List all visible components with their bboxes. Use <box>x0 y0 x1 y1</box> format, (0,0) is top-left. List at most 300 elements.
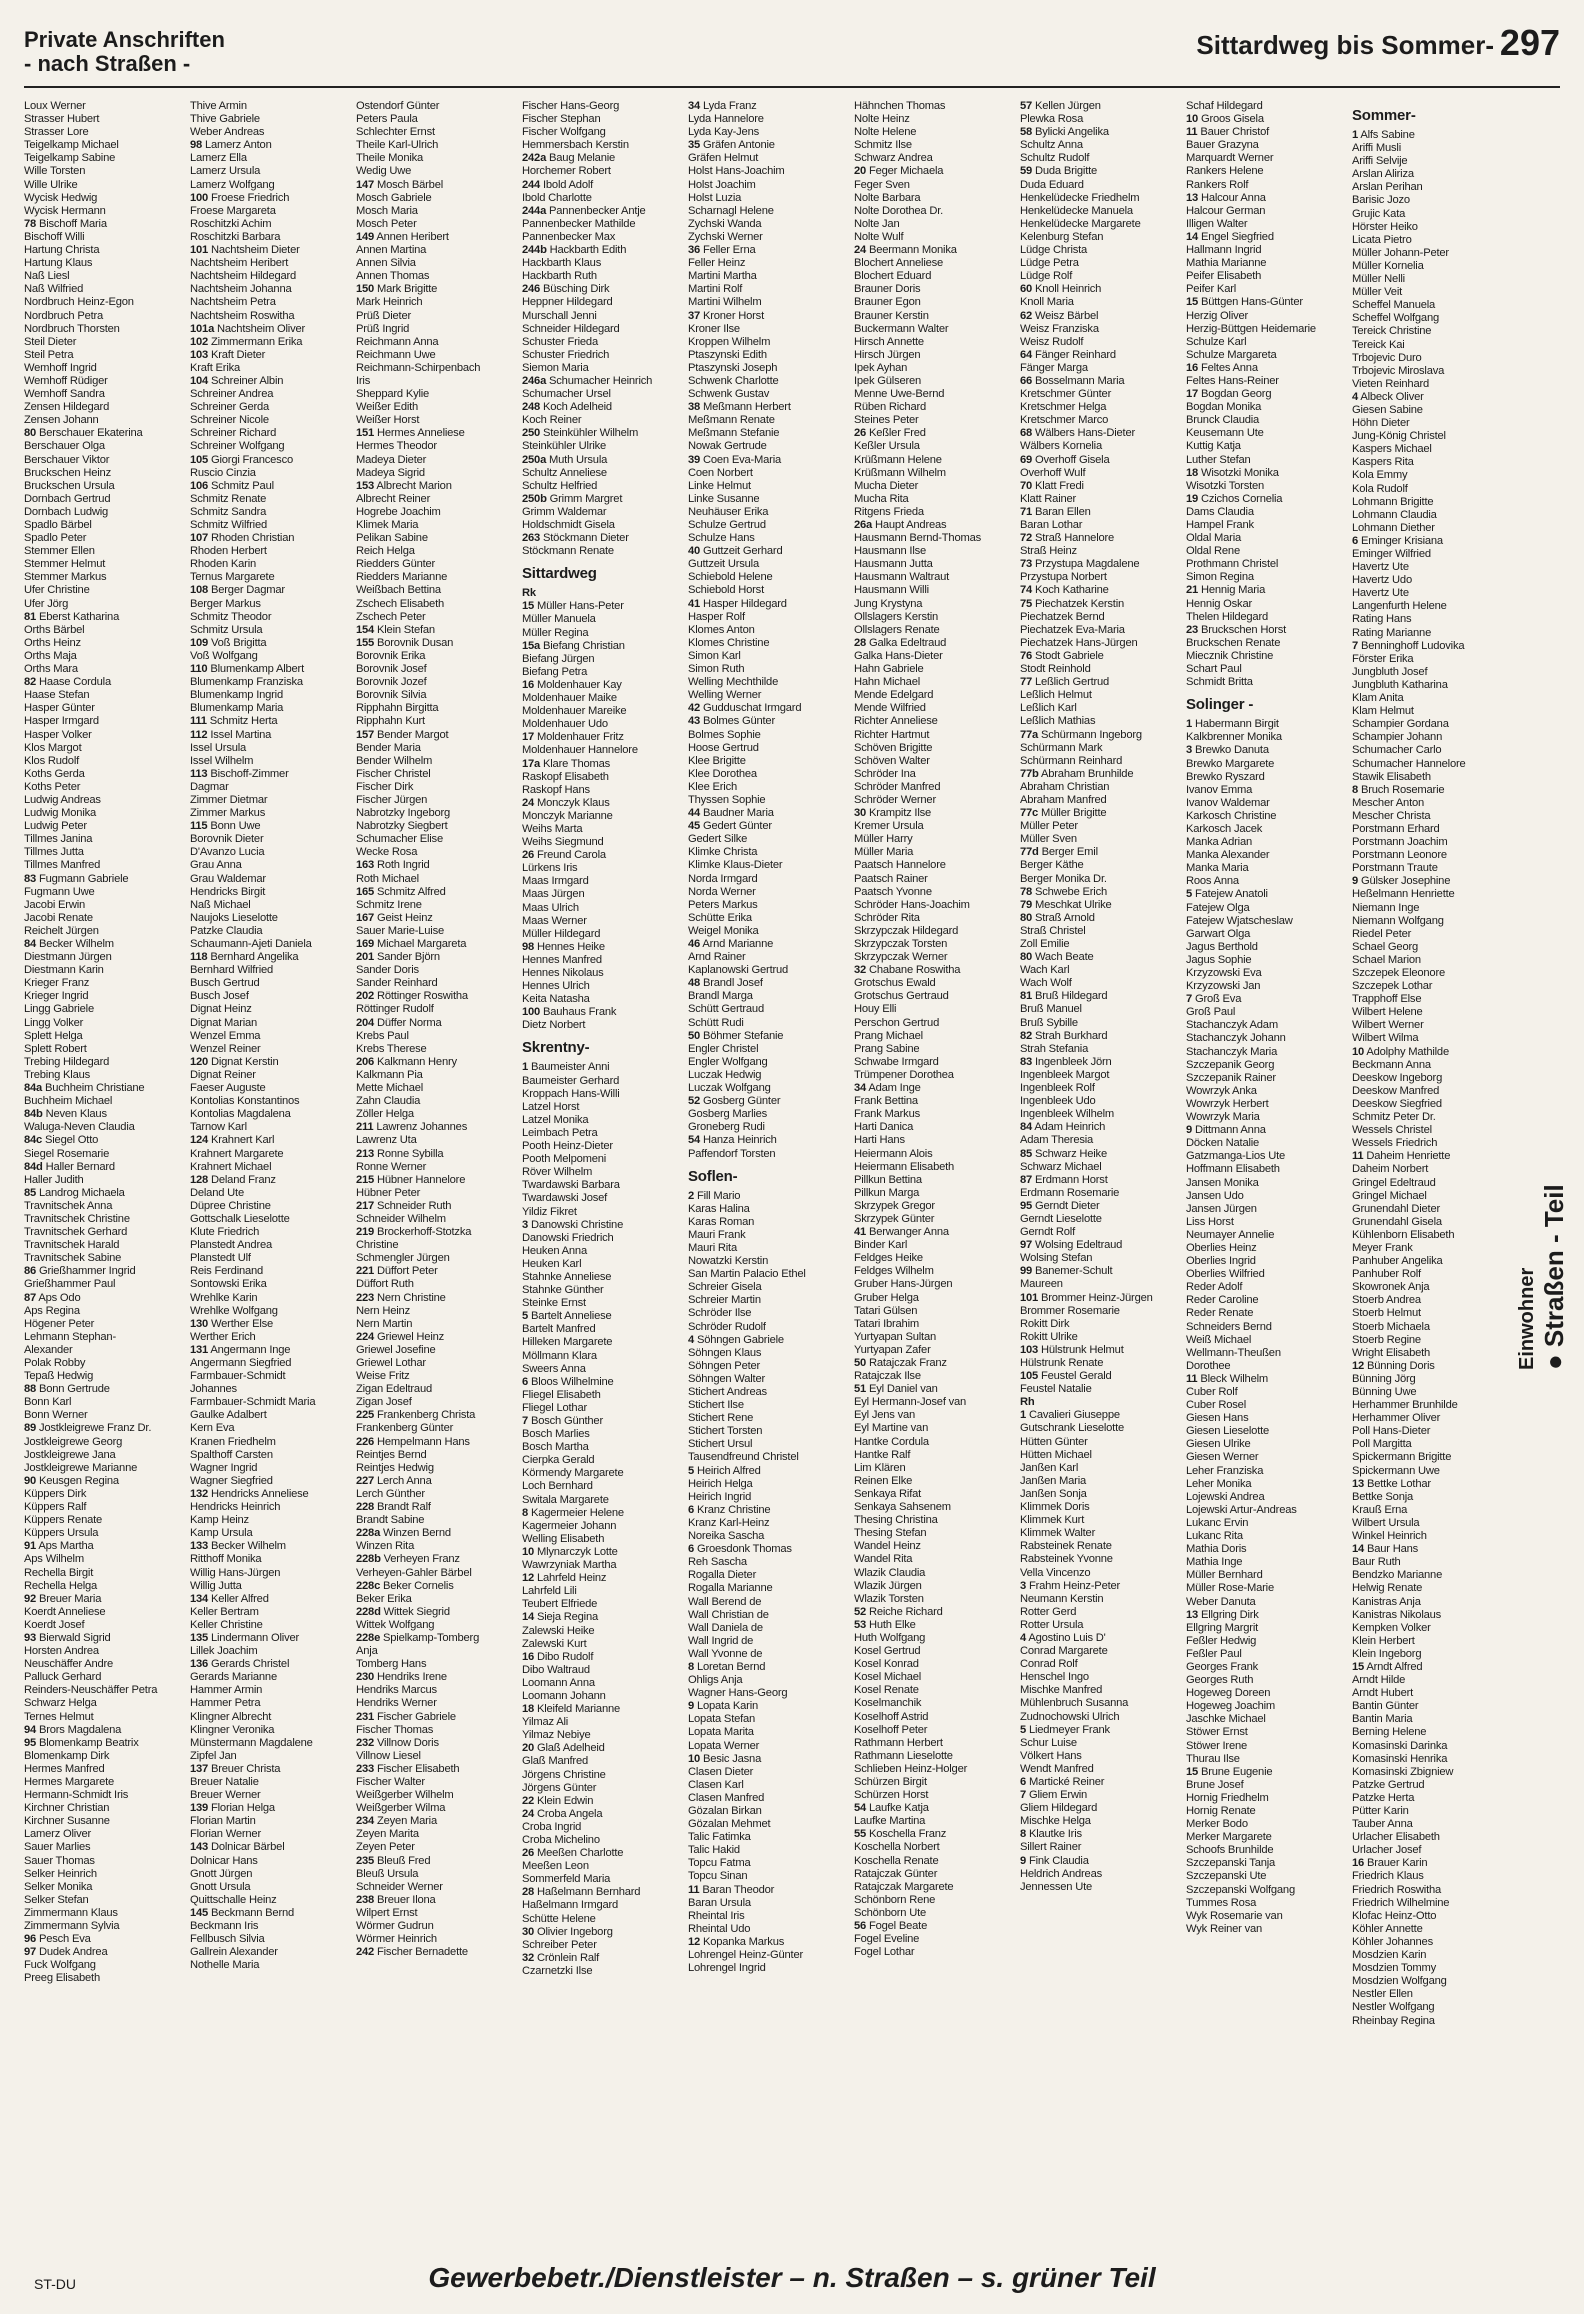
resident-name: Hendriks Marcus <box>356 1684 437 1697</box>
list-item <box>854 454 1012 467</box>
resident-name: Weisz Rudolf <box>1020 335 1084 348</box>
resident-name: Kraft Dieter <box>211 348 266 361</box>
resident-name: Arnd Marianne <box>702 938 774 950</box>
resident-name: Roschitzki Achim <box>190 217 272 230</box>
list-item <box>1186 179 1344 192</box>
resident-name: Banemer-Schult <box>1034 1265 1113 1278</box>
resident-name: Meeßen Leon <box>522 1860 589 1873</box>
resident-name: Rankers Helene <box>1186 165 1264 178</box>
resident-name: Groneberg Rudi <box>688 1121 765 1134</box>
resident-name: Bruß Manuel <box>1020 1003 1082 1016</box>
resident-name: Schreier Martin <box>688 1294 761 1307</box>
list-item <box>688 1425 846 1438</box>
list-item <box>1186 1870 1344 1883</box>
resident-name: Schumacher Hannelore <box>1352 757 1466 770</box>
list-item <box>24 349 182 362</box>
list-item <box>1020 1527 1178 1540</box>
resident-name: Bauer Christof <box>1200 126 1270 139</box>
resident-name: Jungbluth Katharina <box>1352 678 1448 691</box>
resident-name: Hempelmann Hans <box>377 1435 470 1448</box>
list-item <box>24 1750 182 1763</box>
list-item <box>24 886 182 899</box>
resident-name: Baran Ellen <box>1034 505 1091 518</box>
list-item <box>356 1383 514 1396</box>
resident-name: Kremer Ursula <box>854 820 924 833</box>
list-item <box>522 1860 680 1873</box>
resident-name: Orths Bärbel <box>24 623 85 636</box>
list-item <box>522 1350 680 1363</box>
list-item <box>24 1763 182 1776</box>
resident-name: Niemann Wolfgang <box>1352 914 1444 927</box>
resident-name: Palluck Gerhard <box>24 1671 102 1684</box>
list-item <box>190 231 348 244</box>
resident-name: Pütter Karin <box>1352 1805 1409 1817</box>
list-item <box>356 545 514 558</box>
list-item <box>1186 100 1344 113</box>
list-item <box>688 1622 846 1635</box>
resident-name: Wyk Rosemarie van <box>1186 1909 1283 1922</box>
list-item <box>688 1936 846 1949</box>
list-item <box>1020 1292 1178 1305</box>
list-item <box>1020 650 1178 663</box>
resident-name: Schumacher Carlo <box>1352 744 1442 757</box>
resident-name: Tereick Christine <box>1352 325 1432 338</box>
list-item <box>1186 1438 1344 1451</box>
house-number: 91 <box>24 1540 37 1553</box>
list-item <box>1352 993 1510 1006</box>
list-item <box>688 100 846 113</box>
resident-name: Brors Magdalena <box>38 1723 122 1736</box>
resident-name: Oldal Rene <box>1186 545 1240 558</box>
list-item <box>1186 467 1344 480</box>
resident-name: Stodt Gabriele <box>1034 649 1104 662</box>
resident-name: Paatsch Rainer <box>854 872 928 885</box>
list-item <box>190 1278 348 1291</box>
list-item <box>1186 283 1344 296</box>
resident-name: Selker Monika <box>24 1880 93 1893</box>
resident-name: Schütte Erika <box>688 911 752 924</box>
house-number: 154 <box>356 623 375 636</box>
resident-name: Zalewski Kurt <box>522 1637 587 1650</box>
list-item <box>24 1069 182 1082</box>
resident-name: Johannes <box>190 1383 237 1396</box>
resident-name: Thesing Stefan <box>854 1527 927 1540</box>
list-item <box>522 323 680 336</box>
resident-name: Fliegel Lothar <box>522 1401 587 1414</box>
resident-name: Fogel Lothar <box>854 1946 915 1959</box>
resident-name: Ellgring Dirk <box>1200 1608 1259 1621</box>
list-item <box>1352 286 1510 299</box>
list-item <box>522 1140 680 1153</box>
list-item <box>1186 349 1344 362</box>
resident-name: Lillek Joachim <box>190 1645 258 1658</box>
list-item <box>522 1886 680 1899</box>
list-item <box>688 1530 846 1543</box>
list-item <box>1186 336 1344 349</box>
resident-name: Schöven Brigitte <box>854 741 933 754</box>
resident-name: Helwig Renate <box>1352 1582 1423 1595</box>
list-item <box>854 794 1012 807</box>
house-number: 11 <box>1186 126 1198 139</box>
resident-name: Bylicki Angelika <box>1034 126 1109 139</box>
list-item <box>522 967 680 980</box>
list-item <box>356 755 514 768</box>
resident-name: Ronne Werner <box>356 1160 427 1173</box>
list-item <box>854 1815 1012 1828</box>
resident-name: Schneider Hildegard <box>522 322 620 335</box>
list-item <box>190 1003 348 1016</box>
resident-name: Straß Christel <box>1020 924 1086 937</box>
house-number: 7 <box>522 1415 529 1427</box>
resident-name: Urlacher Elisabeth <box>1352 1831 1440 1844</box>
list-item <box>356 1161 514 1174</box>
list-item <box>854 427 1012 440</box>
list-item <box>190 440 348 453</box>
house-number: 13 <box>1186 1608 1199 1621</box>
list-item <box>190 1174 348 1187</box>
list-item <box>190 702 348 715</box>
house-number: 80 <box>24 427 37 440</box>
list-item <box>522 836 680 849</box>
list-item <box>24 1292 182 1305</box>
resident-name: Travnitschek Harald <box>24 1239 120 1252</box>
resident-name: Müller Hildegard <box>522 927 601 940</box>
resident-name: Hemmersbach Kerstin <box>522 139 629 152</box>
list-item <box>190 1462 348 1475</box>
list-item <box>688 990 846 1003</box>
resident-name: Clasen Dieter <box>688 1765 754 1778</box>
list-item <box>356 1737 514 1750</box>
resident-name: Feller Heinz <box>688 257 746 270</box>
list-item <box>854 676 1012 689</box>
resident-name: Wille Ulrike <box>24 178 78 191</box>
resident-name: Scheffel Manuela <box>1352 299 1436 312</box>
list-item <box>522 1219 680 1232</box>
list-item <box>1020 165 1178 178</box>
list-item <box>24 1305 182 1318</box>
list-item <box>24 1802 182 1815</box>
resident-name: Schlechter Ernst <box>356 126 435 139</box>
resident-name: Reis Ferdinand <box>190 1265 264 1278</box>
list-item <box>356 1121 514 1134</box>
list-item <box>522 1494 680 1507</box>
list-item <box>854 611 1012 624</box>
house-number: 36 <box>688 244 701 257</box>
list-item <box>1020 532 1178 545</box>
list-item <box>522 1782 680 1795</box>
resident-name: Ingenbleek Rolf <box>1020 1082 1095 1095</box>
list-item <box>854 1331 1012 1344</box>
list-item <box>24 388 182 401</box>
resident-name: Hogeweg Doreen <box>1186 1687 1271 1700</box>
list-item <box>1186 1307 1344 1320</box>
list-item <box>854 283 1012 296</box>
resident-name: Fänger Marga <box>1020 361 1088 374</box>
resident-name: Schur Luise <box>1020 1736 1077 1749</box>
list-item <box>356 558 514 571</box>
resident-name: Eyl Daniel van <box>868 1383 938 1396</box>
list-item <box>24 1161 182 1174</box>
resident-name: Köhler Annette <box>1352 1922 1423 1935</box>
resident-name: Dignat Marian <box>190 1016 258 1029</box>
resident-name: Klimek Maria <box>356 519 419 531</box>
resident-name: Kroner Horst <box>702 309 764 322</box>
list-item <box>24 1043 182 1056</box>
house-number: 83 <box>24 872 37 885</box>
resident-name: Strah Burkhard <box>1034 1029 1108 1042</box>
list-item <box>688 270 846 283</box>
resident-name: Feldges Heike <box>854 1252 923 1265</box>
list-item <box>356 349 514 362</box>
list-item <box>190 362 348 375</box>
resident-name: Mosch Bärbel <box>377 178 443 191</box>
resident-name: Koerdt Anneliese <box>24 1605 106 1618</box>
list-item <box>190 1161 348 1174</box>
resident-name: Söhngen Peter <box>688 1359 761 1372</box>
resident-name: Roschitzki Barbara <box>190 230 281 243</box>
resident-name: Manka Maria <box>1186 862 1249 875</box>
resident-name: Feltes Anna <box>1200 361 1258 374</box>
list-item <box>24 414 182 427</box>
list-item <box>1186 1216 1344 1229</box>
list-item <box>854 1370 1012 1383</box>
resident-name: Gedert Silke <box>688 833 748 846</box>
resident-name: Stodt Reinhold <box>1020 663 1091 676</box>
house-number: 87 <box>1020 1173 1033 1186</box>
resident-name: Kuttig Katja <box>1186 440 1241 453</box>
list-item <box>854 1108 1012 1121</box>
resident-name: Schmitz Renate <box>190 492 267 505</box>
list-item <box>854 702 1012 715</box>
resident-name: Sommerfeld Maria <box>522 1873 611 1886</box>
resident-name: Kretschmer Günter <box>1020 388 1112 401</box>
resident-name: Nachtsheim Heribert <box>190 257 289 270</box>
resident-name: Duda Eduard <box>1020 178 1084 191</box>
list-item <box>190 1959 348 1972</box>
resident-name: Welling Mechthilde <box>688 676 779 689</box>
resident-name: Ufer Jörg <box>24 597 69 610</box>
resident-name: Nachtsheim Oliver <box>217 322 306 335</box>
list-item <box>190 1488 348 1501</box>
resident-name: Grotschus Gertraud <box>854 990 949 1003</box>
resident-name: Feustel Gerald <box>1041 1370 1112 1383</box>
resident-name: Heiermann Alois <box>854 1147 933 1160</box>
list-item <box>1352 954 1510 967</box>
list-item <box>1186 941 1344 954</box>
list-item <box>24 624 182 637</box>
house-number: 42 <box>688 702 701 715</box>
resident-name: Madeya Dieter <box>356 453 427 466</box>
list-item <box>1186 1857 1344 1870</box>
list-item <box>1352 928 1510 941</box>
house-number: 16 <box>522 678 535 691</box>
resident-name: Schoofs Brunhilde <box>1186 1844 1274 1857</box>
house-number: 84 <box>1020 1121 1033 1134</box>
resident-name: Lingg Gabriele <box>24 1003 94 1016</box>
resident-name: Duda Brigitte <box>1034 165 1098 178</box>
resident-name: Hornig Friedhelm <box>1186 1791 1269 1804</box>
list-item <box>190 545 348 558</box>
list-item <box>688 1334 846 1347</box>
list-item <box>190 1056 348 1069</box>
resident-name: Pannenbecker Antje <box>549 204 646 217</box>
resident-name: Kola Rudolf <box>1352 482 1408 495</box>
list-item <box>522 179 680 192</box>
resident-name: Wall Ingrid de <box>688 1634 754 1647</box>
resident-name: Müller Kornelia <box>1352 259 1424 272</box>
resident-name: Lahrfeld Heinz <box>536 1572 607 1585</box>
list-item <box>190 1043 348 1056</box>
list-item <box>190 598 348 611</box>
resident-name: Kirchner Christian <box>24 1802 110 1815</box>
list-item <box>854 375 1012 388</box>
list-item <box>356 781 514 794</box>
resident-name: Weißgerber Wilhelm <box>356 1789 454 1802</box>
list-item <box>1186 113 1344 126</box>
resident-name: Krahnert Margarete <box>190 1147 284 1160</box>
resident-name: Clasen Manfred <box>688 1791 765 1804</box>
list-item <box>356 1043 514 1056</box>
resident-name: Koch Katharine <box>1034 584 1109 597</box>
resident-name: Gaulke Adalbert <box>190 1409 267 1422</box>
list-item <box>24 165 182 178</box>
list-item <box>1020 1357 1178 1370</box>
list-item <box>1020 1121 1178 1134</box>
resident-name: Rogalla Dieter <box>688 1569 757 1582</box>
resident-name: Gruber Helga <box>854 1291 919 1304</box>
list-item <box>190 1567 348 1580</box>
resident-name: Wrehlke Karin <box>190 1291 258 1304</box>
resident-name: Panhuber Angelika <box>1352 1255 1443 1268</box>
resident-name: Sauer Marlies <box>24 1841 91 1854</box>
list-item <box>522 349 680 362</box>
list-item <box>688 310 846 323</box>
resident-name: Küppers Ralf <box>24 1501 87 1514</box>
list-item <box>1186 1255 1344 1268</box>
resident-name: Pannenbecker Max <box>522 230 616 243</box>
resident-name: Mucha Dieter <box>854 479 919 492</box>
resident-name: Teigelkamp Sabine <box>24 152 116 165</box>
resident-name: Schreiner Nicole <box>190 414 269 427</box>
resident-name: Senkaya Rifat <box>854 1487 922 1500</box>
resident-name: Trebing Klaus <box>24 1068 91 1081</box>
list-item <box>1186 1268 1344 1281</box>
resident-name: Florian Helga <box>211 1802 275 1815</box>
resident-name: Trapphoff Else <box>1352 993 1422 1006</box>
resident-name: Busch Gertrud <box>190 977 260 990</box>
house-number: 248 <box>522 401 541 414</box>
list-item <box>1352 1897 1510 1910</box>
list-item <box>356 650 514 663</box>
list-item <box>1020 1082 1178 1095</box>
list-item <box>1020 1763 1178 1776</box>
resident-name: Dignat Reiner <box>190 1068 256 1081</box>
resident-name: Simon Karl <box>688 649 741 662</box>
resident-name: Klein Stefan <box>377 623 435 636</box>
resident-name: Fogel Beate <box>868 1920 928 1933</box>
list-item <box>1186 1386 1344 1399</box>
resident-name: Berger Monika Dr. <box>1020 872 1107 885</box>
list-item <box>1186 323 1344 336</box>
resident-name: Berwanger Anna <box>868 1226 949 1239</box>
list-item <box>522 640 680 653</box>
list-item <box>1352 1831 1510 1844</box>
resident-name: Krzyzowski Eva <box>1186 967 1262 979</box>
resident-name: Coen Norbert <box>688 466 753 479</box>
list-item <box>356 1750 514 1763</box>
list-item <box>190 833 348 846</box>
resident-name: Grunendahl Gisela <box>1352 1215 1442 1228</box>
resident-name: Georges Ruth <box>1186 1674 1254 1687</box>
list-item <box>1352 1465 1510 1478</box>
list-item <box>522 1664 680 1677</box>
list-item <box>356 1501 514 1514</box>
resident-name: Reichmann Anna <box>356 335 439 348</box>
resident-name: Iris <box>356 374 371 387</box>
resident-name: Dolnicar Hans <box>190 1854 258 1867</box>
list-item <box>688 755 846 768</box>
list-item <box>1352 1478 1510 1491</box>
list-item <box>688 558 846 571</box>
list-item <box>1020 1475 1178 1488</box>
resident-name: Borovnik Dusan <box>377 636 454 649</box>
list-item <box>356 336 514 349</box>
resident-name: Luczak Wolfgang <box>688 1082 771 1095</box>
list-item <box>190 1724 348 1737</box>
list-item <box>688 650 846 663</box>
list-item <box>24 545 182 558</box>
list-item <box>854 1567 1012 1580</box>
list-item <box>1352 430 1510 443</box>
resident-name: Kaspers Rita <box>1352 456 1414 469</box>
directory-column <box>1186 100 1344 2250</box>
house-number: 57 <box>1020 100 1033 112</box>
resident-name: Stöwer Irene <box>1186 1739 1248 1752</box>
list-item <box>854 1305 1012 1318</box>
resident-name: Lopata Marita <box>688 1726 754 1739</box>
resident-name: Schreiber Peter <box>522 1938 597 1951</box>
list-item <box>522 823 680 836</box>
resident-name: Brunck Claudia <box>1186 414 1260 427</box>
resident-name: Schulze Margareta <box>1186 348 1277 361</box>
list-item <box>190 427 348 440</box>
list-item <box>190 1239 348 1252</box>
resident-name: Hanza Heinrich <box>702 1134 777 1147</box>
house-number: 228c <box>356 1579 381 1592</box>
list-item <box>1186 1622 1344 1635</box>
list-item <box>688 729 846 742</box>
resident-name: Villnow Liesel <box>356 1749 421 1762</box>
resident-name: Blochert Anneliese <box>854 257 944 270</box>
list-item <box>24 113 182 126</box>
resident-name: Wälbers Hans-Dieter <box>1034 427 1135 440</box>
resident-name: Lamerz Ursula <box>190 165 261 178</box>
list-item <box>522 1297 680 1310</box>
list-item <box>1020 218 1178 231</box>
list-item <box>1186 1281 1344 1294</box>
resident-name: Bierwald Sigrid <box>38 1631 111 1644</box>
house-number: 223 <box>356 1291 375 1304</box>
resident-name: Aps Odo <box>38 1291 81 1304</box>
list-item <box>522 1127 680 1140</box>
list-item <box>854 990 1012 1003</box>
list-item <box>1020 1881 1178 1894</box>
resident-name: Halcour German <box>1186 204 1266 217</box>
resident-name: Wisotzki Torsten <box>1186 479 1265 492</box>
list-item <box>356 1174 514 1187</box>
resident-name: Baudner Maria <box>702 807 774 820</box>
house-number: 104 <box>190 374 209 387</box>
